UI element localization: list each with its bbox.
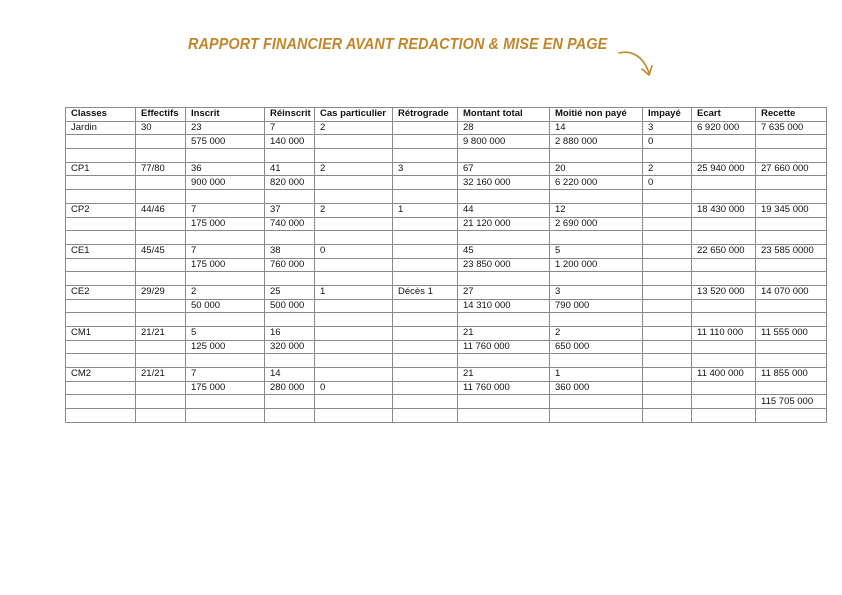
cell-reinscrit: [265, 313, 315, 327]
cell-ecart: [692, 190, 756, 204]
cell-reinscrit: 25: [265, 285, 315, 299]
cell-reinscrit: [265, 354, 315, 368]
cell-effectifs: [136, 190, 186, 204]
cell-recette: [756, 313, 827, 327]
cell-retrograde: [393, 231, 458, 245]
cell-cas-particulier: [315, 258, 393, 272]
cell-reinscrit: 280 000: [265, 381, 315, 395]
cell-reinscrit: [265, 395, 315, 409]
cell-ecart: [692, 149, 756, 163]
cell-impaye: [643, 409, 692, 423]
cell-impaye: 0: [643, 135, 692, 149]
cell-impaye: [643, 340, 692, 354]
cell-inscrit: [186, 231, 265, 245]
cell-cas-particulier: 0: [315, 381, 393, 395]
cell-ecart: [692, 313, 756, 327]
cell-classes: [66, 231, 136, 245]
cell-classes: [66, 176, 136, 190]
cell-cas-particulier: [315, 231, 393, 245]
cell-retrograde: [393, 354, 458, 368]
cell-retrograde: [393, 340, 458, 354]
table-row-main: [66, 162, 827, 176]
cell-effectifs: 30: [136, 121, 186, 135]
cell-montant-total: 44: [458, 203, 550, 217]
cell-effectifs: 77/80: [136, 162, 186, 176]
cell-inscrit: 900 000: [186, 176, 265, 190]
cell-recette: 11 555 000: [756, 327, 827, 341]
cell-ecart: 11 110 000: [692, 327, 756, 341]
cell-montant-total: 32 160 000: [458, 176, 550, 190]
cell-recette: 27 660 000: [756, 162, 827, 176]
cell-moitie-non-paye: [550, 190, 643, 204]
cell-reinscrit: 500 000: [265, 299, 315, 313]
cell-effectifs: 44/46: [136, 203, 186, 217]
table-row-amount: [66, 340, 827, 354]
cell-classes: [66, 149, 136, 163]
cell-cas-particulier: 1: [315, 285, 393, 299]
cell-reinscrit: 16: [265, 327, 315, 341]
cell-effectifs: [136, 217, 186, 231]
cell-montant-total: 11 760 000: [458, 381, 550, 395]
table-body: [66, 121, 827, 422]
cell-moitie-non-paye: 360 000: [550, 381, 643, 395]
cell-ecart: 18 430 000: [692, 203, 756, 217]
cell-moitie-non-paye: [550, 409, 643, 423]
cell-ecart: 6 920 000: [692, 121, 756, 135]
cell-montant-total: 21 120 000: [458, 217, 550, 231]
cell-cas-particulier: [315, 354, 393, 368]
cell-recette: [756, 176, 827, 190]
cell-inscrit: 575 000: [186, 135, 265, 149]
header-effectifs: Effectifs: [136, 108, 186, 122]
cell-ecart: [692, 340, 756, 354]
cell-moitie-non-paye: [550, 354, 643, 368]
cell-retrograde: [393, 244, 458, 258]
table-row-amount: [66, 135, 827, 149]
cell-moitie-non-paye: [550, 395, 643, 409]
cell-recette: [756, 258, 827, 272]
cell-retrograde: 1: [393, 203, 458, 217]
cell-classes: [66, 313, 136, 327]
table-row-total: [66, 395, 827, 409]
cell-montant-total: [458, 272, 550, 286]
cell-inscrit: 36: [186, 162, 265, 176]
cell-retrograde: [393, 368, 458, 382]
cell-inscrit: [186, 272, 265, 286]
table-header-row: [66, 108, 827, 122]
cell-reinscrit: [265, 272, 315, 286]
cell-impaye: [643, 149, 692, 163]
cell-ecart: [692, 217, 756, 231]
cell-classes: CM1: [66, 327, 136, 341]
cell-effectifs: 21/21: [136, 327, 186, 341]
cell-impaye: [643, 354, 692, 368]
header-classes: Classes: [66, 108, 136, 122]
cell-impaye: [643, 217, 692, 231]
cell-recette: [756, 340, 827, 354]
cell-effectifs: [136, 135, 186, 149]
cell-montant-total: [458, 149, 550, 163]
cell-cas-particulier: [315, 368, 393, 382]
cell-ecart: [692, 299, 756, 313]
cell-recette: [756, 272, 827, 286]
header-retrograde: Rétrograde: [393, 108, 458, 122]
table-row-main: [66, 285, 827, 299]
cell-classes: CP1: [66, 162, 136, 176]
cell-moitie-non-paye: 1 200 000: [550, 258, 643, 272]
cell-reinscrit: [265, 409, 315, 423]
cell-retrograde: [393, 409, 458, 423]
cell-recette: [756, 217, 827, 231]
cell-moitie-non-paye: 14: [550, 121, 643, 135]
cell-impaye: 3: [643, 121, 692, 135]
cell-recette: [756, 409, 827, 423]
report-title: RAPPORT FINANCIER AVANT REDACTION & MISE EN PAGE: [188, 36, 608, 53]
cell-classes: [66, 409, 136, 423]
cell-impaye: 2: [643, 162, 692, 176]
cell-ecart: [692, 176, 756, 190]
cell-effectifs: [136, 231, 186, 245]
cell-effectifs: [136, 381, 186, 395]
cell-inscrit: 23: [186, 121, 265, 135]
cell-montant-total: 45: [458, 244, 550, 258]
financial-report-table: [65, 107, 827, 423]
cell-moitie-non-paye: 2 690 000: [550, 217, 643, 231]
cell-reinscrit: 740 000: [265, 217, 315, 231]
cell-reinscrit: 760 000: [265, 258, 315, 272]
cell-impaye: [643, 313, 692, 327]
cell-montant-total: 21: [458, 368, 550, 382]
cell-ecart: [692, 272, 756, 286]
cell-montant-total: 27: [458, 285, 550, 299]
table-row-blank: [66, 231, 827, 245]
cell-cas-particulier: 2: [315, 162, 393, 176]
cell-classes: [66, 299, 136, 313]
cell-cas-particulier: [315, 409, 393, 423]
cell-classes: [66, 272, 136, 286]
header-reinscrit: Réinscrit: [265, 108, 315, 122]
cell-classes: [66, 354, 136, 368]
table-row-main: [66, 368, 827, 382]
cell-cas-particulier: [315, 190, 393, 204]
cell-inscrit: 175 000: [186, 258, 265, 272]
cell-effectifs: 29/29: [136, 285, 186, 299]
cell-recette: [756, 135, 827, 149]
table-row-blank: [66, 354, 827, 368]
table-row-amount: [66, 176, 827, 190]
cell-classes: [66, 395, 136, 409]
cell-effectifs: [136, 149, 186, 163]
cell-inscrit: [186, 354, 265, 368]
header-ecart: Ecart: [692, 108, 756, 122]
cell-classes: CP2: [66, 203, 136, 217]
header-moitie-non-paye: Moitié non payé: [550, 108, 643, 122]
cell-inscrit: [186, 190, 265, 204]
cell-cas-particulier: [315, 395, 393, 409]
cell-inscrit: 7: [186, 244, 265, 258]
cell-moitie-non-paye: 2 880 000: [550, 135, 643, 149]
cell-effectifs: 45/45: [136, 244, 186, 258]
cell-impaye: [643, 258, 692, 272]
cell-moitie-non-paye: 3: [550, 285, 643, 299]
cell-recette: [756, 299, 827, 313]
cell-inscrit: 7: [186, 203, 265, 217]
cell-reinscrit: 320 000: [265, 340, 315, 354]
cell-retrograde: 3: [393, 162, 458, 176]
cell-reinscrit: 37: [265, 203, 315, 217]
cell-classes: [66, 258, 136, 272]
arrow-down-right-icon: [616, 49, 656, 83]
cell-montant-total: [458, 354, 550, 368]
cell-recette: 14 070 000: [756, 285, 827, 299]
cell-ecart: [692, 231, 756, 245]
cell-retrograde: [393, 217, 458, 231]
cell-cas-particulier: [315, 272, 393, 286]
cell-retrograde: [393, 313, 458, 327]
cell-effectifs: [136, 313, 186, 327]
cell-inscrit: 175 000: [186, 217, 265, 231]
cell-ecart: [692, 381, 756, 395]
cell-retrograde: [393, 381, 458, 395]
cell-reinscrit: [265, 190, 315, 204]
cell-retrograde: [393, 272, 458, 286]
cell-impaye: [643, 231, 692, 245]
cell-inscrit: [186, 313, 265, 327]
cell-montant-total: [458, 231, 550, 245]
cell-montant-total: 11 760 000: [458, 340, 550, 354]
table-row-amount: [66, 299, 827, 313]
table-row-blank: [66, 409, 827, 423]
cell-effectifs: 21/21: [136, 368, 186, 382]
cell-recette: 7 635 000: [756, 121, 827, 135]
header-inscrit: Inscrit: [186, 108, 265, 122]
table-row-main: [66, 327, 827, 341]
cell-classes: [66, 381, 136, 395]
cell-effectifs: [136, 272, 186, 286]
cell-ecart: [692, 409, 756, 423]
cell-ecart: [692, 395, 756, 409]
cell-classes: CE1: [66, 244, 136, 258]
cell-ecart: [692, 354, 756, 368]
cell-cas-particulier: [315, 217, 393, 231]
cell-moitie-non-paye: [550, 149, 643, 163]
cell-montant-total: 9 800 000: [458, 135, 550, 149]
cell-classes: [66, 217, 136, 231]
cell-moitie-non-paye: [550, 313, 643, 327]
table-row-main: [66, 244, 827, 258]
cell-effectifs: [136, 409, 186, 423]
cell-inscrit: [186, 395, 265, 409]
cell-cas-particulier: [315, 327, 393, 341]
cell-reinscrit: 38: [265, 244, 315, 258]
cell-classes: [66, 135, 136, 149]
cell-cas-particulier: [315, 313, 393, 327]
cell-retrograde: [393, 149, 458, 163]
header-recette: Recette: [756, 108, 827, 122]
cell-moitie-non-paye: 6 220 000: [550, 176, 643, 190]
cell-effectifs: [136, 395, 186, 409]
cell-inscrit: 5: [186, 327, 265, 341]
cell-moitie-non-paye: 2: [550, 327, 643, 341]
cell-recette: 19 345 000: [756, 203, 827, 217]
cell-effectifs: [136, 176, 186, 190]
cell-inscrit: 7: [186, 368, 265, 382]
cell-ecart: 22 650 000: [692, 244, 756, 258]
cell-cas-particulier: 2: [315, 121, 393, 135]
cell-montant-total: [458, 409, 550, 423]
cell-inscrit: 175 000: [186, 381, 265, 395]
cell-montant-total: [458, 313, 550, 327]
cell-montant-total: 28: [458, 121, 550, 135]
cell-cas-particulier: [315, 135, 393, 149]
cell-effectifs: [136, 354, 186, 368]
cell-inscrit: [186, 409, 265, 423]
cell-impaye: 0: [643, 176, 692, 190]
cell-retrograde: [393, 258, 458, 272]
cell-impaye: [643, 190, 692, 204]
cell-reinscrit: 41: [265, 162, 315, 176]
cell-recette: [756, 354, 827, 368]
cell-moitie-non-paye: [550, 272, 643, 286]
header-montant-total: Montant total: [458, 108, 550, 122]
cell-montant-total: [458, 395, 550, 409]
cell-classes: CE2: [66, 285, 136, 299]
cell-effectifs: [136, 299, 186, 313]
table-row-blank: [66, 272, 827, 286]
cell-reinscrit: 14: [265, 368, 315, 382]
cell-effectifs: [136, 258, 186, 272]
cell-classes: [66, 340, 136, 354]
cell-moitie-non-paye: 790 000: [550, 299, 643, 313]
cell-impaye: [643, 272, 692, 286]
table-row-main: [66, 121, 827, 135]
cell-montant-total: 67: [458, 162, 550, 176]
header-impaye: Impayé: [643, 108, 692, 122]
cell-retrograde: [393, 190, 458, 204]
cell-classes: CM2: [66, 368, 136, 382]
cell-cas-particulier: [315, 299, 393, 313]
cell-ecart: 13 520 000: [692, 285, 756, 299]
cell-inscrit: [186, 149, 265, 163]
cell-recette: [756, 381, 827, 395]
cell-ecart: [692, 258, 756, 272]
table-row-blank: [66, 313, 827, 327]
cell-cas-particulier: 0: [315, 244, 393, 258]
cell-impaye: [643, 327, 692, 341]
cell-reinscrit: [265, 231, 315, 245]
cell-retrograde: [393, 135, 458, 149]
table-row-amount: [66, 381, 827, 395]
table-row-main: [66, 203, 827, 217]
table-row-blank: [66, 190, 827, 204]
cell-montant-total: [458, 190, 550, 204]
cell-impaye: [643, 244, 692, 258]
cell-retrograde: Décès 1: [393, 285, 458, 299]
cell-impaye: [643, 395, 692, 409]
header-cas-particulier: Cas particulier: [315, 108, 393, 122]
cell-ecart: [692, 135, 756, 149]
cell-inscrit: 125 000: [186, 340, 265, 354]
cell-montant-total: 14 310 000: [458, 299, 550, 313]
cell-impaye: [643, 299, 692, 313]
cell-retrograde: [393, 327, 458, 341]
cell-classes: [66, 190, 136, 204]
cell-impaye: [643, 381, 692, 395]
cell-montant-total: 23 850 000: [458, 258, 550, 272]
cell-moitie-non-paye: [550, 231, 643, 245]
cell-retrograde: [393, 121, 458, 135]
cell-moitie-non-paye: 1: [550, 368, 643, 382]
table-row-amount: [66, 258, 827, 272]
cell-inscrit: 50 000: [186, 299, 265, 313]
cell-reinscrit: 7: [265, 121, 315, 135]
cell-moitie-non-paye: 12: [550, 203, 643, 217]
cell-recette: [756, 231, 827, 245]
cell-recette: 23 585 0000: [756, 244, 827, 258]
cell-effectifs: [136, 340, 186, 354]
cell-moitie-non-paye: 5: [550, 244, 643, 258]
cell-impaye: [643, 368, 692, 382]
cell-moitie-non-paye: 20: [550, 162, 643, 176]
cell-cas-particulier: 2: [315, 203, 393, 217]
cell-reinscrit: [265, 149, 315, 163]
cell-cas-particulier: [315, 149, 393, 163]
cell-inscrit: 2: [186, 285, 265, 299]
cell-reinscrit: 140 000: [265, 135, 315, 149]
cell-recette: [756, 190, 827, 204]
cell-reinscrit: 820 000: [265, 176, 315, 190]
cell-impaye: [643, 203, 692, 217]
cell-cas-particulier: [315, 340, 393, 354]
cell-moitie-non-paye: 650 000: [550, 340, 643, 354]
cell-retrograde: [393, 395, 458, 409]
cell-recette: 115 705 000: [756, 395, 827, 409]
cell-ecart: 11 400 000: [692, 368, 756, 382]
cell-recette: 11 855 000: [756, 368, 827, 382]
table-row-amount: [66, 217, 827, 231]
cell-cas-particulier: [315, 176, 393, 190]
cell-impaye: [643, 285, 692, 299]
cell-classes: Jardin: [66, 121, 136, 135]
cell-recette: [756, 149, 827, 163]
cell-ecart: 25 940 000: [692, 162, 756, 176]
cell-retrograde: [393, 176, 458, 190]
cell-montant-total: 21: [458, 327, 550, 341]
table-row-blank: [66, 149, 827, 163]
cell-retrograde: [393, 299, 458, 313]
